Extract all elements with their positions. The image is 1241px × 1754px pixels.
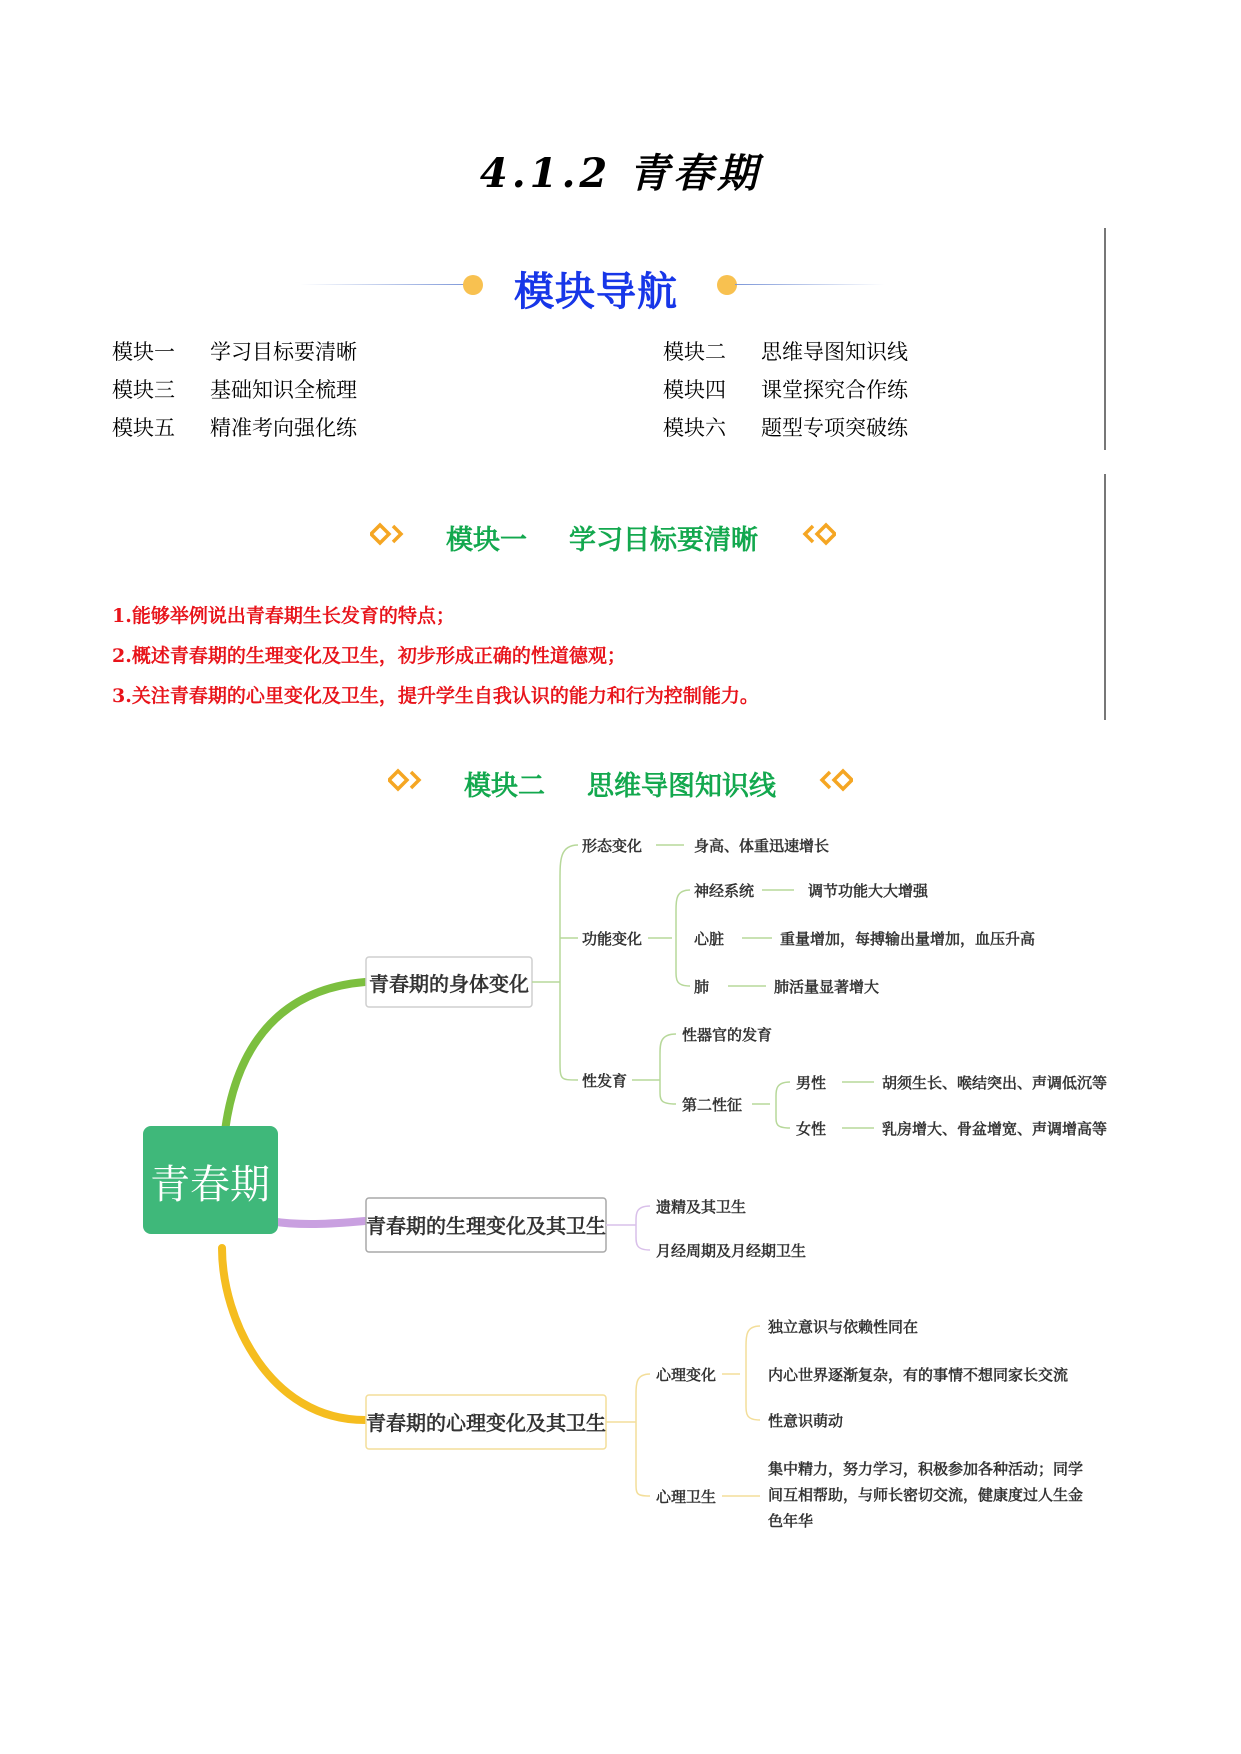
- node-sex: 性发育: [582, 1072, 628, 1090]
- branch-physio: [270, 1221, 365, 1224]
- toc-num: 模块五: [112, 416, 175, 440]
- node-body: 青春期的身体变化: [369, 972, 529, 996]
- node-psych-hygiene-line: 集中精力，努力学习，积极参加各种活动；同学: [768, 1460, 1084, 1478]
- toc-label: 题型专项突破练: [761, 416, 908, 440]
- toc-label: 课堂探究合作练: [761, 378, 908, 402]
- node-shape-detail: 身高、体重迅速增长: [694, 837, 830, 855]
- node-male-detail: 胡须生长、喉结突出、声调低沉等: [882, 1074, 1108, 1092]
- section2-title: 思维导图知识线: [587, 771, 776, 802]
- node-psych-hygiene-line: 色年华: [768, 1512, 814, 1530]
- document-title: 4.1.2 青春期: [479, 150, 762, 197]
- nav-title: 模块导航: [514, 269, 678, 315]
- toc-label: 精准考向强化练: [210, 416, 357, 440]
- node-psych-hygiene-line: 间互相帮助，与师长密切交流，健康度过人生金: [768, 1486, 1084, 1504]
- node-nerve-detail: 调节功能大大增强: [808, 882, 929, 900]
- node-psych-change-item: 内心世界逐渐复杂，有的事情不想同家长交流: [768, 1366, 1069, 1384]
- node-heart-detail: 重量增加，每搏输出量增加，血压升高: [780, 930, 1036, 948]
- section1-title: 学习目标要清晰: [569, 525, 758, 556]
- toc-num: 模块一: [112, 340, 175, 364]
- toc-label: 基础知识全梳理: [210, 378, 357, 402]
- node-psych-hygiene: 心理卫生: [656, 1488, 717, 1506]
- node-nerve: 神经系统: [694, 882, 755, 900]
- learning-goal: 1.能够举例说出青春期生长发育的特点；: [112, 605, 455, 627]
- toc-num: 模块三: [112, 378, 175, 402]
- toc-label: 思维导图知识线: [761, 340, 908, 364]
- toc-num: 模块六: [663, 416, 726, 440]
- node-psych-change: 心理变化: [656, 1366, 717, 1384]
- node-female: 女性: [796, 1120, 827, 1138]
- node-lung-detail: 肺活量显著增大: [774, 978, 880, 996]
- node-function: 功能变化: [582, 930, 643, 948]
- toc-num: 模块四: [663, 378, 726, 402]
- toc-label: 学习目标要清晰: [210, 340, 357, 364]
- node-psych-change-item: 独立意识与依赖性同在: [768, 1318, 919, 1336]
- node-physio: 青春期的生理变化及其卫生: [366, 1214, 606, 1238]
- node-sex-organ: 性器官的发育: [682, 1026, 773, 1044]
- mindmap-root-label: 青春期: [150, 1162, 270, 1208]
- section2-num: 模块二: [464, 771, 545, 802]
- node-male: 男性: [796, 1074, 827, 1092]
- node-lung: 肺: [694, 978, 710, 996]
- section1-num: 模块一: [446, 525, 527, 556]
- node-shape: 形态变化: [582, 837, 643, 855]
- node-physio-item: 月经周期及月经期卫生: [656, 1242, 807, 1260]
- node-heart: 心脏: [694, 930, 725, 948]
- node-psych-change-item: 性意识萌动: [768, 1412, 844, 1430]
- branch-psych: [222, 1248, 365, 1420]
- learning-goal: 3.关注青春期的心里变化及卫生，提升学生自我认识的能力和行为控制能力。: [112, 685, 759, 707]
- node-psych: 青春期的心理变化及其卫生: [366, 1411, 606, 1435]
- node-female-detail: 乳房增大、骨盆增宽、声调增高等: [882, 1120, 1108, 1138]
- node-secondary: 第二性征: [682, 1096, 743, 1114]
- learning-goal: 2.概述青春期的生理变化及卫生，初步形成正确的性道德观；: [112, 645, 626, 667]
- toc-num: 模块二: [663, 340, 726, 364]
- node-physio-item: 遗精及其卫生: [656, 1198, 747, 1216]
